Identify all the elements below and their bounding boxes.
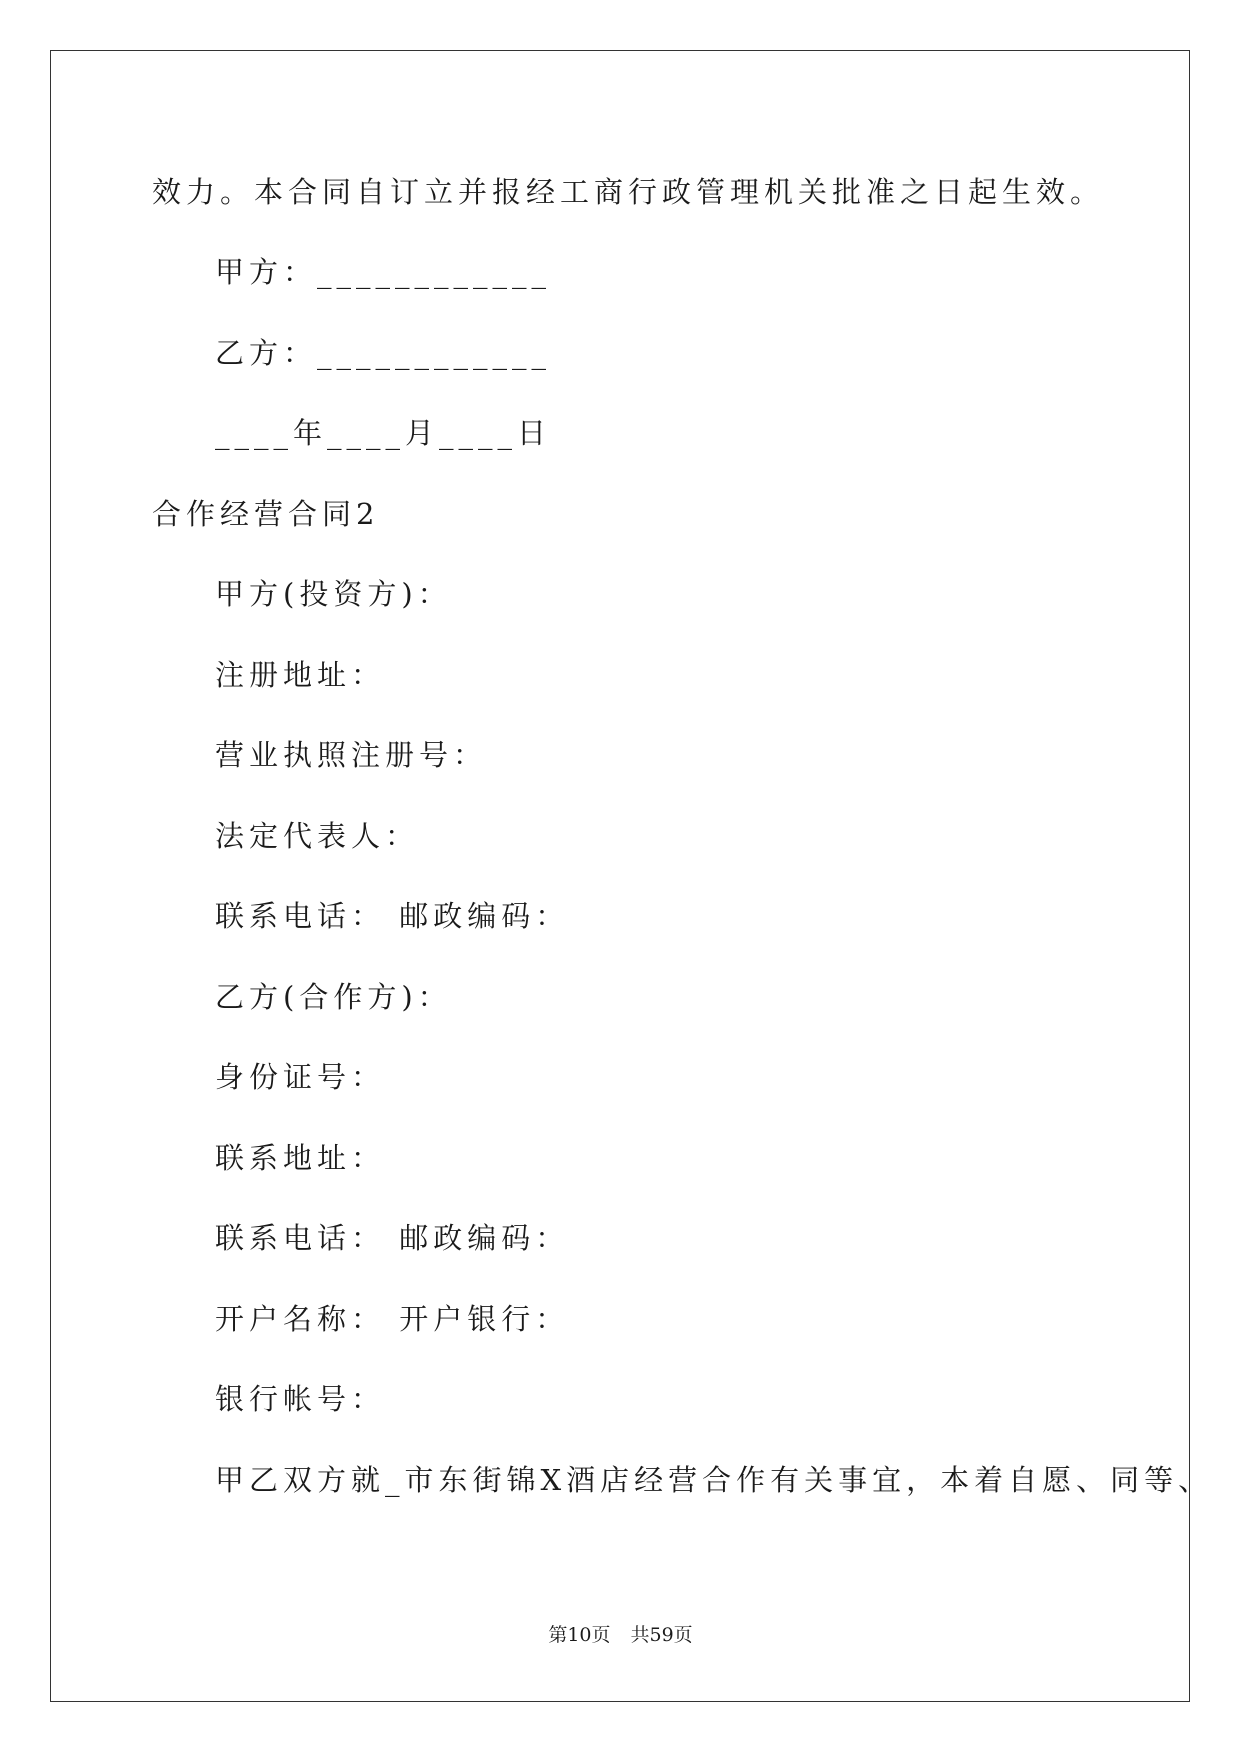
contract-heading: 合作经营合同2 — [152, 497, 380, 531]
contact-address-label: 联系地址： — [215, 1141, 386, 1175]
total-pages: 共59页 — [630, 1624, 693, 1646]
page-footer — [0, 1620, 1241, 1647]
party-a-investor-label: 甲方(投资方)： — [215, 577, 452, 611]
cooperation-intro-paragraph: 甲乙双方就_市东街锦X酒店经营合作有关事宜，本着自愿、同等、 — [215, 1463, 1213, 1497]
party-b-partner-label: 乙方(合作方)： — [215, 980, 452, 1014]
date-line: ____年____月____日 — [215, 416, 552, 450]
id-number-label: 身份证号： — [215, 1060, 386, 1094]
bank-account-number-label: 银行帐号： — [215, 1382, 386, 1416]
party-a-phone-postcode-label: 联系电话： 邮政编码： — [215, 899, 570, 933]
page-border — [50, 50, 1190, 1702]
party-b-signature-line: 乙方：____________ — [215, 336, 552, 370]
party-a-signature-line: 甲方：____________ — [215, 255, 552, 289]
legal-representative-label: 法定代表人： — [215, 819, 420, 853]
business-license-number-label: 营业执照注册号： — [215, 738, 488, 772]
registered-address-label: 注册地址： — [215, 658, 386, 692]
account-name-bank-label: 开户名称： 开户银行： — [215, 1302, 570, 1336]
page-number: 第10页 — [548, 1624, 611, 1646]
contract-effect-clause: 效力。本合同自订立并报经工商行政管理机关批准之日起生效。 — [152, 175, 1105, 209]
party-b-phone-postcode-label: 联系电话： 邮政编码： — [215, 1221, 570, 1255]
